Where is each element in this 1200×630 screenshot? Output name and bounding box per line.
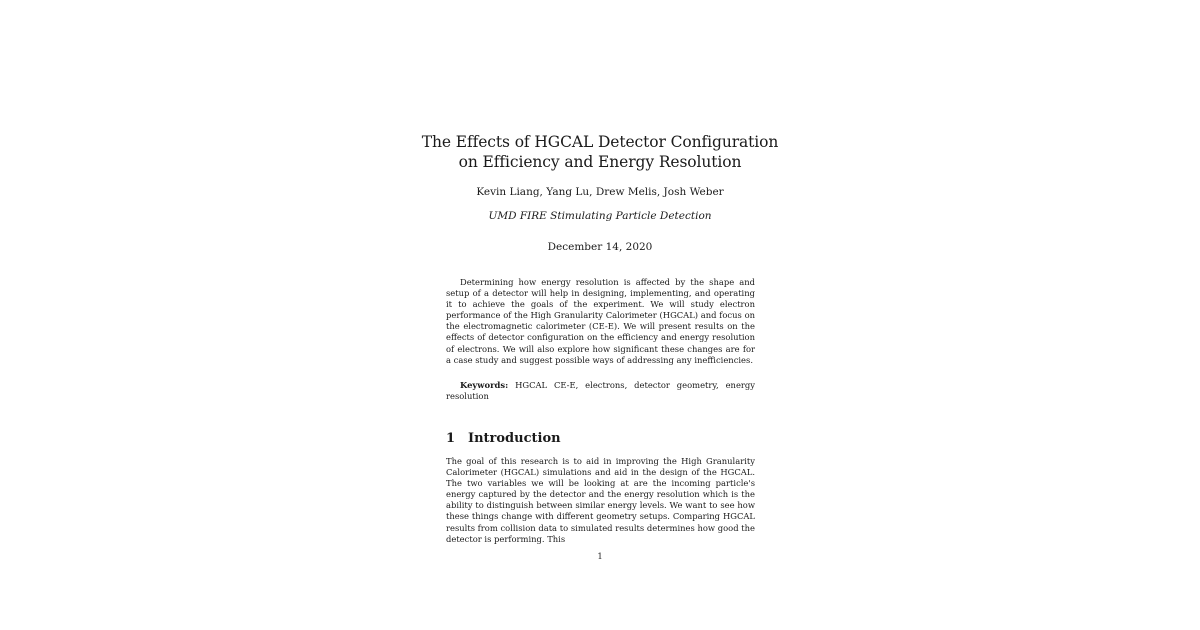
- keywords-text: HGCAL CE-E, electrons, detector geometry, energy resolution: [446, 380, 755, 402]
- section-title: Introduction: [468, 431, 561, 446]
- publication-date: December 14, 2020: [547, 241, 653, 253]
- abstract: Determining how energy resolution is affected by the shape and setup of a detector will help in designing, implementing, and operating it to achieve the goals of the experiment. We will study electron performance of the High Granularity Calorimeter (HGCAL) and focus on the electromagnetic calorimeter (CE-E). We will present results on the effects of detector configuration on the efficiency and energy resolution of electrons. We will also explore how significant these changes are for a case study and suggest possible ways of addressing any inefficiencies.: [446, 277, 755, 365]
- affiliation: UMD FIRE Stimulating Particle Detection: [488, 210, 712, 222]
- section-heading: [446, 431, 755, 447]
- introduction-paragraph: The goal of this research is to aid in improving the High Granularity Calorimeter (HGCAL) simulations and aid in the design of the HGCAL. The two variables we will be looking at are the incoming particle's energy captured by the detector and the energy resolution which is the ability to distinguish between similar energy levels. We want to see how these things change with different geometry setups. Comparing HGCAL results from collision data to simulated results determines how good the detector is performing. This: [446, 456, 755, 544]
- author-list: Kevin Liang, Yang Lu, Drew Melis, Josh Weber: [476, 186, 724, 198]
- page-number: 1: [597, 551, 603, 561]
- keywords: [446, 380, 755, 402]
- title-line-1: The Effects of HGCAL Detector Configuration: [421, 133, 779, 151]
- keywords-label: Keywords:: [460, 380, 509, 390]
- paper-title: [400, 133, 800, 172]
- title-line-2: on Efficiency and Energy Resolution: [458, 152, 742, 171]
- section-number: 1: [446, 431, 456, 446]
